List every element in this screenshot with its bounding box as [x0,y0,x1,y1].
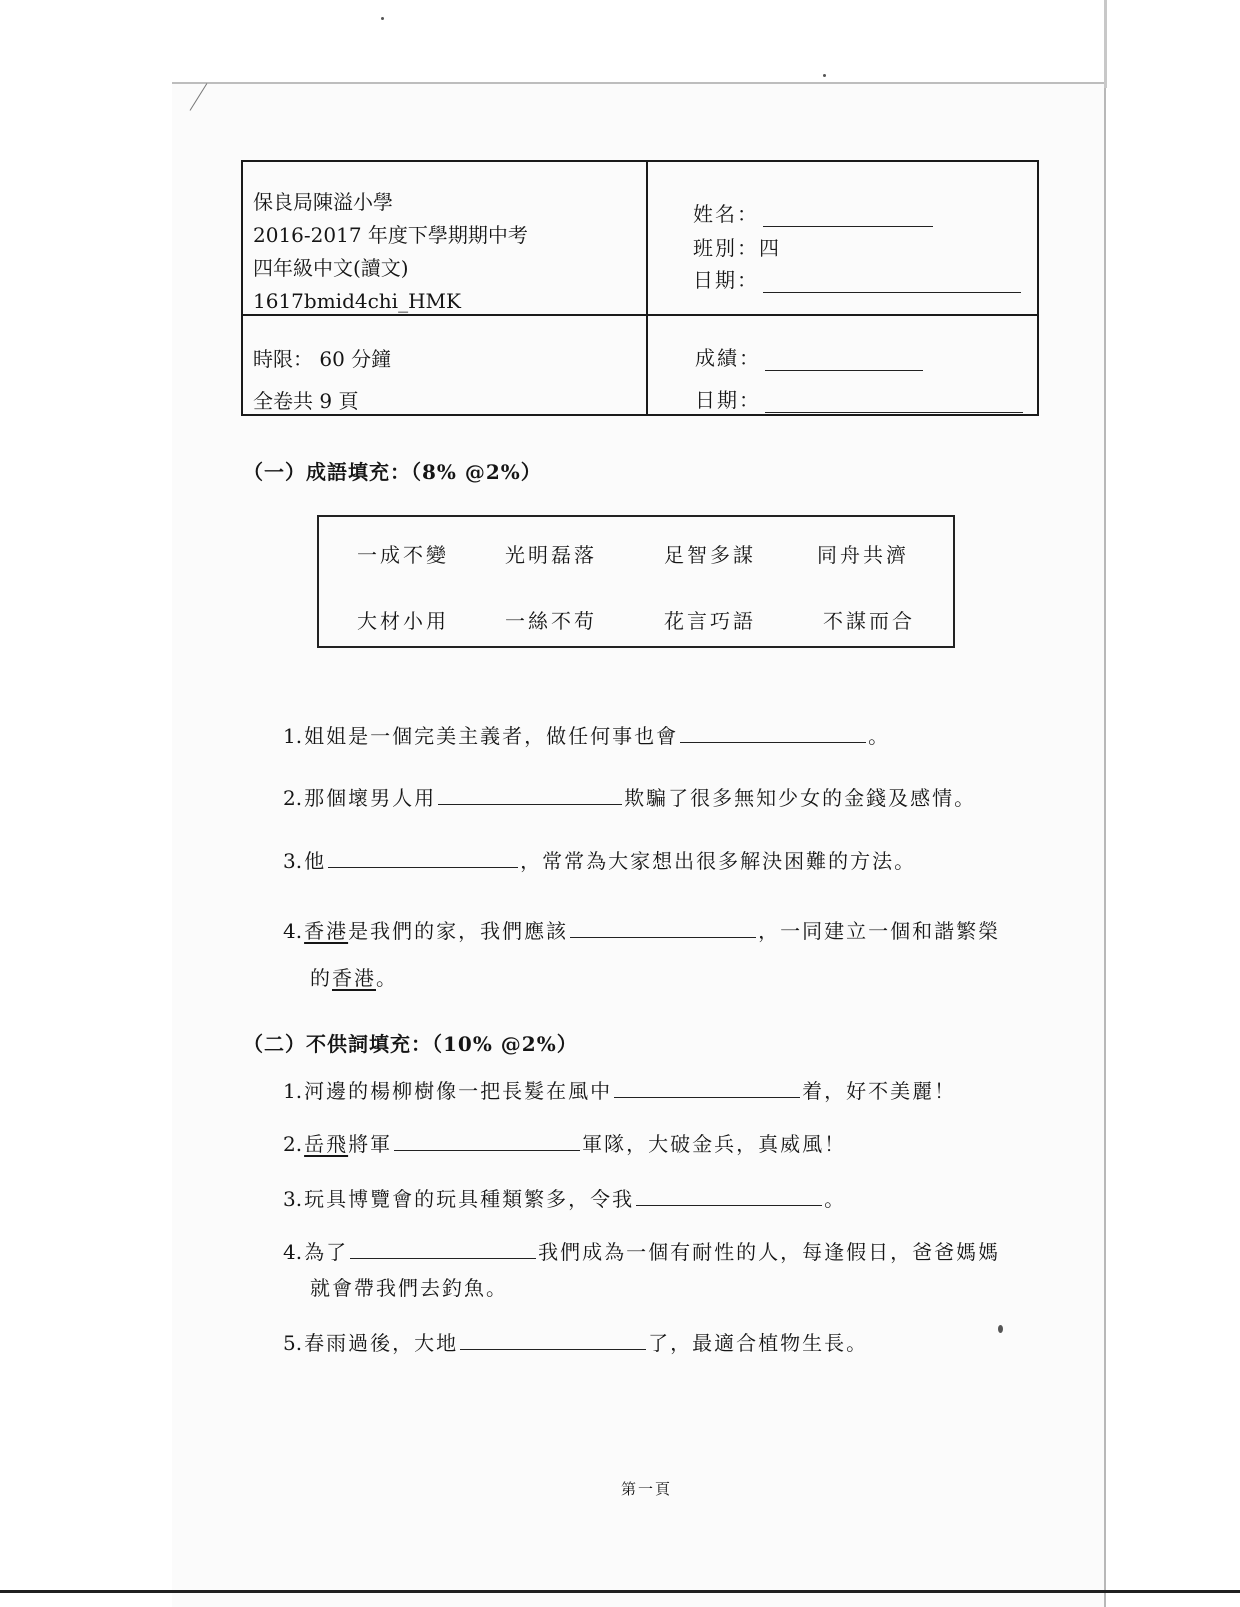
s1-question-4 [283,915,1000,944]
question-text: 他 [304,849,327,873]
question-text: 了，最適合植物生長。 [648,1331,869,1355]
idiom-word: 一絲不苟 [505,609,597,633]
question-text: 我們成為一個有耐性的人，每逢假日，爸爸媽媽 [538,1240,1001,1264]
page-bottom-edge [0,1590,1240,1593]
answer-blank[interactable] [636,1185,822,1206]
proper-noun: 香港 [304,919,349,943]
question-number: 1. [283,724,303,748]
s2-question-3 [283,1183,846,1212]
question-text: 那個壞男人用 [304,786,437,810]
s1-question-4-line2 [310,962,398,991]
question-text: ，一同建立一個和諧繁榮 [758,919,1001,943]
proper-noun: 岳飛 [304,1132,349,1156]
question-number: 3. [283,849,303,873]
school-name: 保良局陳溢小學 [253,190,393,214]
score-input-line[interactable] [765,348,923,371]
question-number: 2. [283,1132,303,1156]
question-text: 姐姐是一個完美主義者，做任何事也會 [304,724,679,748]
answer-blank[interactable] [460,1329,646,1350]
question-number: 1. [283,1079,303,1103]
question-number: 4. [283,919,303,943]
name-label: 姓名： [693,202,759,226]
date-field [693,264,1021,293]
question-text: 是我們的家，我們應該 [348,919,569,943]
idiom-word: 同舟共濟 [817,543,909,567]
idiom-word: 不謀而合 [823,609,915,633]
question-text: ，常常為大家想出很多解決困難的方法。 [520,849,917,873]
page-number: 第一頁 [621,1480,673,1498]
class-field [693,232,779,261]
idiom-word: 花言巧語 [664,609,756,633]
answer-blank[interactable] [394,1130,580,1151]
class-label: 班別： [693,236,759,260]
exam-term: 2016-2017 年度下學期期中考 [253,223,528,247]
question-number: 2. [283,786,303,810]
s1-question-2 [283,782,976,811]
section1-title: （一）成語填充：（8% @2%） [243,460,542,484]
question-number: 4. [283,1240,303,1264]
s2-question-4 [283,1236,1000,1265]
answer-blank[interactable] [614,1077,800,1098]
question-text: 着，好不美麗！ [802,1079,957,1103]
total-pages: 全卷共 9 頁 [253,389,359,413]
question-text: 。 [868,724,891,748]
paper-edge [1104,0,1107,88]
s2-question-4-line2: 就會帶我們去釣魚。 [310,1276,508,1300]
idiom-word: 足智多謀 [664,543,756,567]
idiom-word: 一成不變 [357,543,449,567]
name-field [693,198,933,227]
question-text: 春雨過後，大地 [304,1331,459,1355]
question-text: 玩具博覽會的玩具種類繁多，令我 [304,1187,635,1211]
exam-header-table [241,160,1039,416]
s2-question-2 [283,1128,846,1157]
question-text: 欺騙了很多無知少女的金錢及感情。 [624,786,977,810]
question-text: 將軍 [348,1132,393,1156]
s2-question-1 [283,1075,956,1104]
time-limit: 時限： 60 分鐘 [253,347,392,371]
proper-noun: 香港 [332,966,376,990]
idiom-word: 大材小用 [357,609,449,633]
question-number: 5. [283,1331,303,1355]
class-value: 四 [759,236,779,260]
s1-question-1 [283,720,890,749]
answer-blank[interactable] [350,1238,536,1259]
question-text: 河邊的楊柳樹像一把長髮在風中 [304,1079,613,1103]
question-text: 。 [376,966,398,990]
idiom-word-bank [317,515,955,648]
question-text: 。 [824,1187,847,1211]
date2-field [695,384,1023,413]
question-number: 3. [283,1187,303,1211]
s1-question-3 [283,845,916,874]
table-divider-vertical [646,162,648,414]
answer-blank[interactable] [570,917,756,938]
date2-input-line[interactable] [765,390,1023,413]
scan-speck [998,1325,1003,1333]
school-info [253,186,528,318]
exam-subject: 四年級中文(讀文) [253,256,409,280]
idiom-word: 光明磊落 [505,543,597,567]
question-text: 軍隊，大破金兵，真威風！ [582,1132,847,1156]
score-field [695,342,923,371]
scan-speck [381,17,384,20]
name-input-line[interactable] [763,204,933,227]
answer-blank[interactable] [680,722,866,743]
time-info [253,338,391,422]
answer-blank[interactable] [328,847,518,868]
date-label: 日期： [693,268,759,292]
date-input-line[interactable] [763,270,1021,293]
section2-title: （二）不供詞填充：（10% @2%） [243,1032,578,1056]
date2-label: 日期： [695,388,761,412]
score-label: 成績： [695,346,761,370]
exam-code: 1617bmid4chi_HMK [253,289,461,313]
answer-blank[interactable] [438,784,622,805]
s2-question-5 [283,1327,868,1356]
question-text: 為了 [304,1240,349,1264]
scan-speck [823,74,826,77]
question-text: 的 [310,966,332,990]
